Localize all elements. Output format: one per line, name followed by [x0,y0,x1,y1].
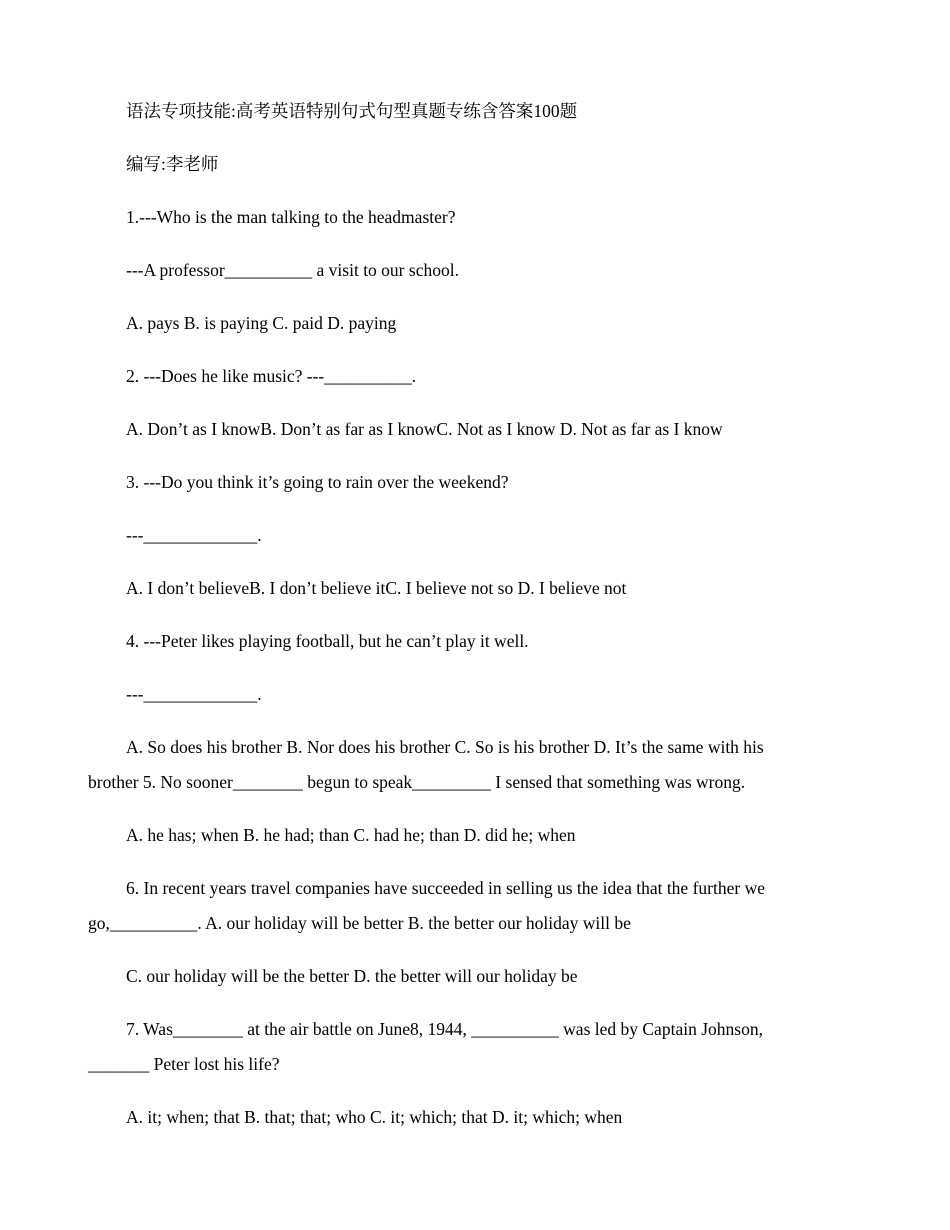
document-body [88,94,808,1153]
question-2-options: A. Don’t as I knowB. Don’t as far as I knowC. Not as I know D. Not as far as I know [126,419,723,439]
question-3-prompt: 3. ---Do you think it’s going to rain over the weekend? [126,472,509,492]
question-4-reply: ---_____________. [126,684,262,704]
question-4-prompt: 4. ---Peter likes playing football, but he can’t play it well. [126,631,529,651]
question-5-options: A. he has; when B. he had; than C. had he; than D. did he; when [126,825,576,845]
question-3-reply: ---_____________. [126,525,262,545]
question-7-prompt: 7. Was________ at the air battle on June8, 1944, __________ was led by Captain Johnson, _______ Peter lost his life? [88,1019,768,1074]
question-6-prompt: 6. In recent years travel companies have succeeded in selling us the idea that the further we go,__________. A. our holiday will be better B. the better our holiday will be [88,878,770,933]
question-2-prompt: 2. ---Does he like music? ---__________. [126,366,417,386]
question-7-options: A. it; when; that B. that; that; who C. it; which; that D. it; which; when [126,1107,623,1127]
question-1-options: A. pays B. is paying C. paid D. paying [126,313,397,333]
question-1-reply: ---A professor__________ a visit to our school. [126,260,459,280]
question-6-options: C. our holiday will be the better D. the better will our holiday be [126,966,578,986]
author-line: 编写:李老师 [126,154,219,174]
question-3-options: A. I don’t believeB. I don’t believe itC. I believe not so D. I believe not [126,578,627,598]
question-4-options-and-question-5-prompt: A. So does his brother B. Nor does his brother C. So is his brother D. It’s the same with his brother 5. No sooner________ begun to speak_________ I sensed that something was wrong. [88,737,769,792]
question-1-prompt: 1.---Who is the man talking to the headmaster? [126,207,456,227]
document-title: 语法专项技能:高考英语特别句式句型真题专练含答案100题 [126,101,578,121]
